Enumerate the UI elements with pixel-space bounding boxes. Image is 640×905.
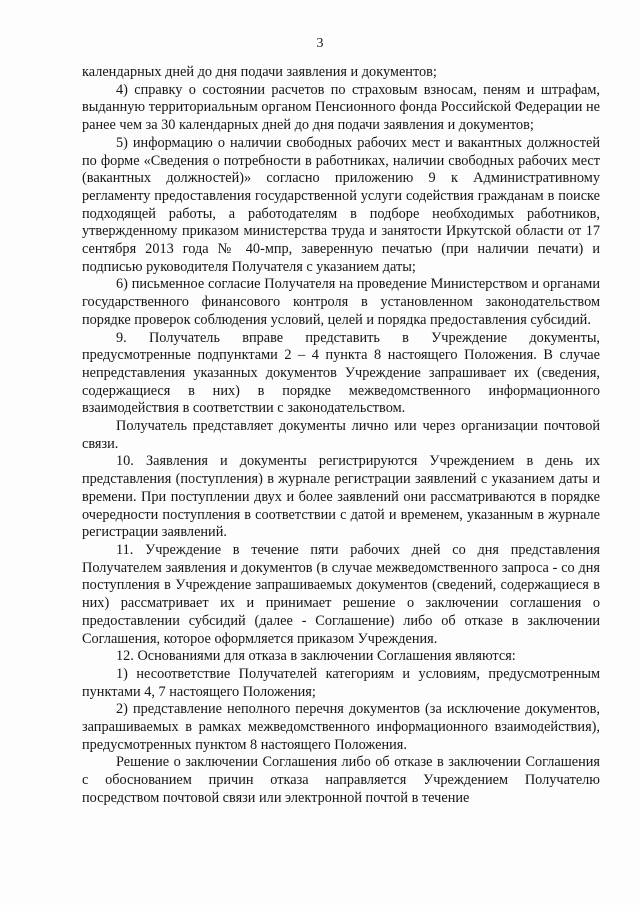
paragraph-7: 10. Заявления и документы регистрируются Учреждением в день их представления (поступления) в журнале регистрации заявлений с указанием даты и времени. При поступлении двух и более заявлений они рассматриваются в порядке очередности поступления в соответствии с датой и временем, указанным в журнале регистрации заявлений. [82, 453, 600, 541]
paragraph-8: 11. Учреждение в течение пяти рабочих дней со дня представления Получателем заявления и документов (в случае межведомственного запроса - со дня поступления в Учреждение запрашиваемых документов (сведений, содержащиеся в них) рассматривает их и принимает решение о заключении соглашения о предоставлении субсидий (далее - Соглашение) либо об отказе в заключении Соглашения, которое оформляется приказом Учреждения. [82, 541, 600, 647]
paragraph-9: 12. Основаниями для отказа в заключении Соглашения являются: [116, 648, 516, 665]
body-text [82, 64, 600, 808]
paragraph-10: 1) несоответствие Получателей категориям и условиям, предусмотренным пунктами 4, 7 настоящего Положения; [82, 665, 600, 700]
paragraph-12: Решение о заключении Соглашения либо об отказе в заключении Соглашения с обоснованием причин отказа направляется Учреждением Получателю посредством почтовой связи или электронной почтой в течение [82, 754, 600, 806]
paragraph-4: 6) письменное согласие Получателя на проведение Министерством и органами государственного финансового контроля в установленном законодательством порядке проверок соблюдения условий, целей и порядка предоставления субсидий. [82, 276, 600, 328]
page-number: 3 [316, 36, 324, 51]
paragraph-1: календарных дней до дня подачи заявления и документов; [82, 64, 437, 80]
paragraph-2: 4) справку о состоянии расчетов по страховым взносам, пеням и штрафам, выданную территориальным органом Пенсионного фонда Российской Федерации не ранее чем за 30 календарных дней до дня подачи заявления и документов; [82, 81, 600, 134]
paragraph-6: Получатель представляет документы лично или через организации почтовой связи. [82, 418, 600, 452]
paragraph-5: 9. Получатель вправе представить в Учреждение документы, предусмотренные подпунктами 2 – 4 пункта 8 настоящего Положения. В случае непредставления указанных документов Учреждение запрашивает их (сведения, содержащиеся в них) в порядке межведомственного информационного взаимодействия в соответствии с законодательством. [82, 329, 600, 417]
paragraph-11: 2) представление неполного перечня документов (за исключение документов, запрашиваемых в рамках межведомственного информационного взаимодействия), предусмотренных пунктом 8 настоящего Положения. [82, 701, 600, 753]
paragraph-3: 5) информацию о наличии свободных рабочих мест и вакантных должностей по форме «Сведения о потребности в работниках, наличии свободных рабочих мест (вакантных должностей)» согласно приложению 9 к Административному регламенту предоставления государственной услуги содействия гражданам в поиске подходящей работы, а работодателям в подборе необходимых работников, утвержденному приказом министерства труда и занятости Иркутской области от 17 сентября 2013 года № 40-мпр, заверенную печатью (при наличии печати) и подписью руководителя Получателя с указанием даты; [82, 134, 600, 275]
